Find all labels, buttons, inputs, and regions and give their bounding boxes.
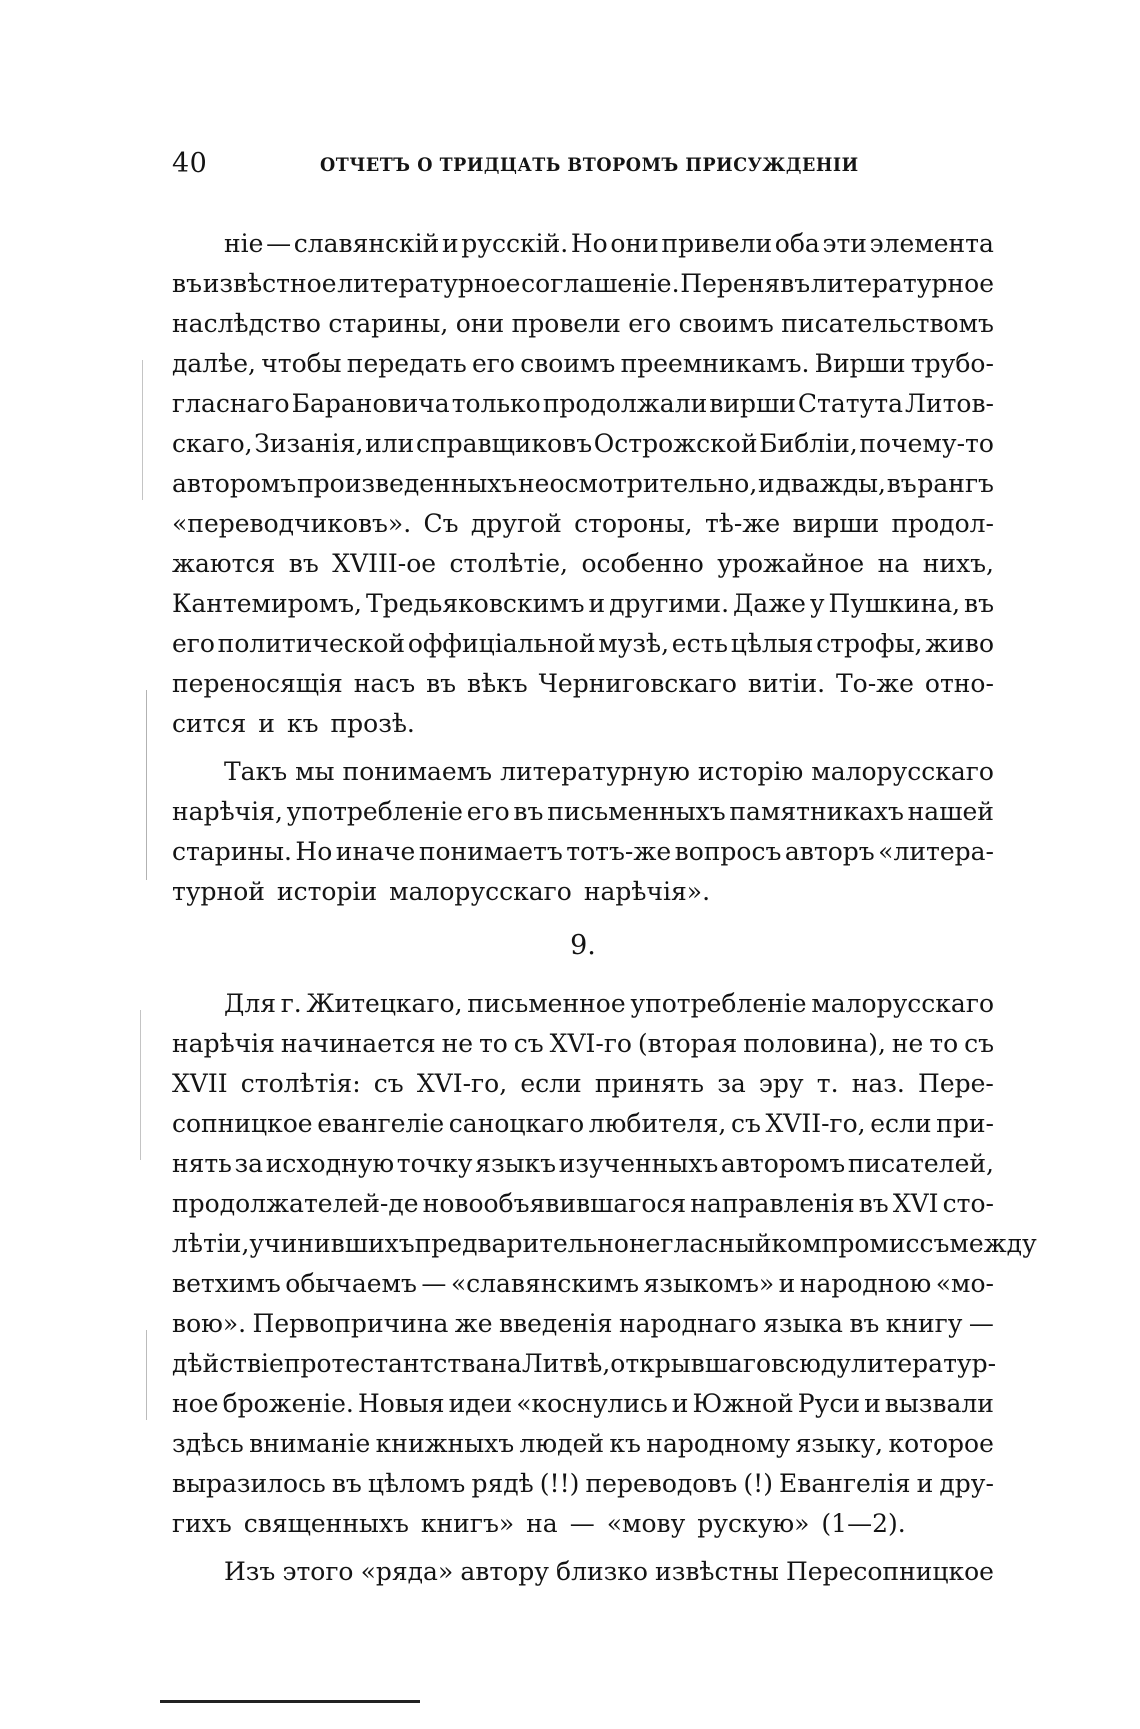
text-line: ветхимъ обычаемъ — «славянскимъ языкомъ» и народною «мо- <box>172 1269 994 1298</box>
page-number: 40 <box>172 148 208 179</box>
paragraph-4 <box>172 1552 994 1592</box>
paragraph-2 <box>172 752 994 912</box>
text-line: скаго, Зизанія, или справщиковъ Острожской Библіи, почему-то <box>172 429 994 458</box>
paragraph-3 <box>172 984 1037 1544</box>
margin-mark <box>140 1010 141 1160</box>
text-line: турной исторіи малорусскаго нарѣчія». <box>172 877 711 906</box>
text-line: переносящія насъ въ вѣкъ Черниговскаго витіи. То-же отно- <box>172 669 994 698</box>
text-line: ное броженіе. Новыя идеи «коснулись и Южной Руси и вызвали <box>172 1389 994 1418</box>
running-head: ОТЧЕТЪ О ТРИДЦАТЬ ВТОРОМЪ ПРИСУЖДЕНІИ <box>320 154 859 176</box>
section-number: 9. <box>570 930 596 961</box>
text-line: наслѣдство старины, они провели его своимъ писательствомъ <box>172 309 994 338</box>
text-line: гихъ священныхъ книгъ» на — «мову рускую» (1—2). <box>172 1509 906 1538</box>
text-line: гласнаго Барановича только продолжали вирши Статута Литов- <box>172 389 994 418</box>
text-line: сопницкое евангеліе саноцкаго любителя, съ XVII-го, если при- <box>172 1109 994 1138</box>
text-line: XVII столѣтія: съ XVI-го, если принять за эру т. наз. Пере- <box>172 1069 994 1098</box>
text-line: Изъ этого «ряда» автору близко извѣстны Пересопницкое <box>224 1557 994 1586</box>
text-line: Кантемиромъ, Тредьяковскимъ и другими. Даже у Пушкина, въ <box>172 589 994 618</box>
text-line: жаются въ XVIII-ое столѣтіе, особенно урожайное на нихъ, <box>172 549 994 578</box>
text-line: нарѣчія, употребленіе его въ письменныхъ памятникахъ нашей <box>172 797 994 826</box>
text-line: Такъ мы понимаемъ литературную исторію малорусскаго <box>224 757 994 786</box>
margin-mark <box>142 360 143 500</box>
text-line: въ извѣстное литературное соглашеніе. Перенявъ литературное <box>172 269 994 298</box>
text-line: дѣйствіе протестантства на Литвѣ, открывшаго всюду литератур- <box>172 1349 997 1378</box>
text-line: ніе — славянскій и русскій. Но они привели оба эти элемента <box>224 229 994 258</box>
margin-mark <box>146 1330 147 1420</box>
text-line: лѣтіи, учинившихъ предварительно негласный компромиссъ между <box>172 1229 1037 1258</box>
text-block <box>172 224 1037 1592</box>
text-line: нять за исходную точку языкъ изученныхъ авторомъ писателей, <box>172 1149 994 1178</box>
text-line: «переводчиковъ». Съ другой стороны, тѣ-же вирши продол- <box>172 509 994 538</box>
bottom-rule <box>160 1700 420 1703</box>
paragraph-1 <box>172 224 994 744</box>
text-line: здѣсь вниманіе книжныхъ людей къ народному языку, которое <box>172 1429 994 1458</box>
text-line: нарѣчія начинается не то съ XVI-го (вторая половина), не то съ <box>172 1029 994 1058</box>
text-line: старины. Но иначе понимаетъ тотъ-же вопросъ авторъ «литера- <box>172 837 994 866</box>
text-line: выразилось въ цѣломъ рядѣ (!!) переводовъ (!) Евангелія и дру- <box>172 1469 994 1498</box>
text-line: его политической оффиціальной музѣ, есть цѣлыя строфы, живо <box>172 629 994 658</box>
text-line: вою». Первопричина же введенія народнаго языка въ книгу — <box>172 1309 994 1338</box>
text-line: далѣе, чтобы передать его своимъ преемникамъ. Вирши трубо- <box>172 349 994 378</box>
text-line: сится и къ прозѣ. <box>172 709 415 738</box>
margin-mark <box>146 690 147 880</box>
text-line: Для г. Житецкаго, письменное употребленіе малорусскаго <box>224 989 994 1018</box>
text-line: продолжателей-де новообъявившагося направленія въ XVI сто- <box>172 1189 994 1218</box>
page-header <box>172 148 962 188</box>
text-line: авторомъ произведенныхъ неосмотрительно, и дважды, въ рангъ <box>172 469 994 498</box>
